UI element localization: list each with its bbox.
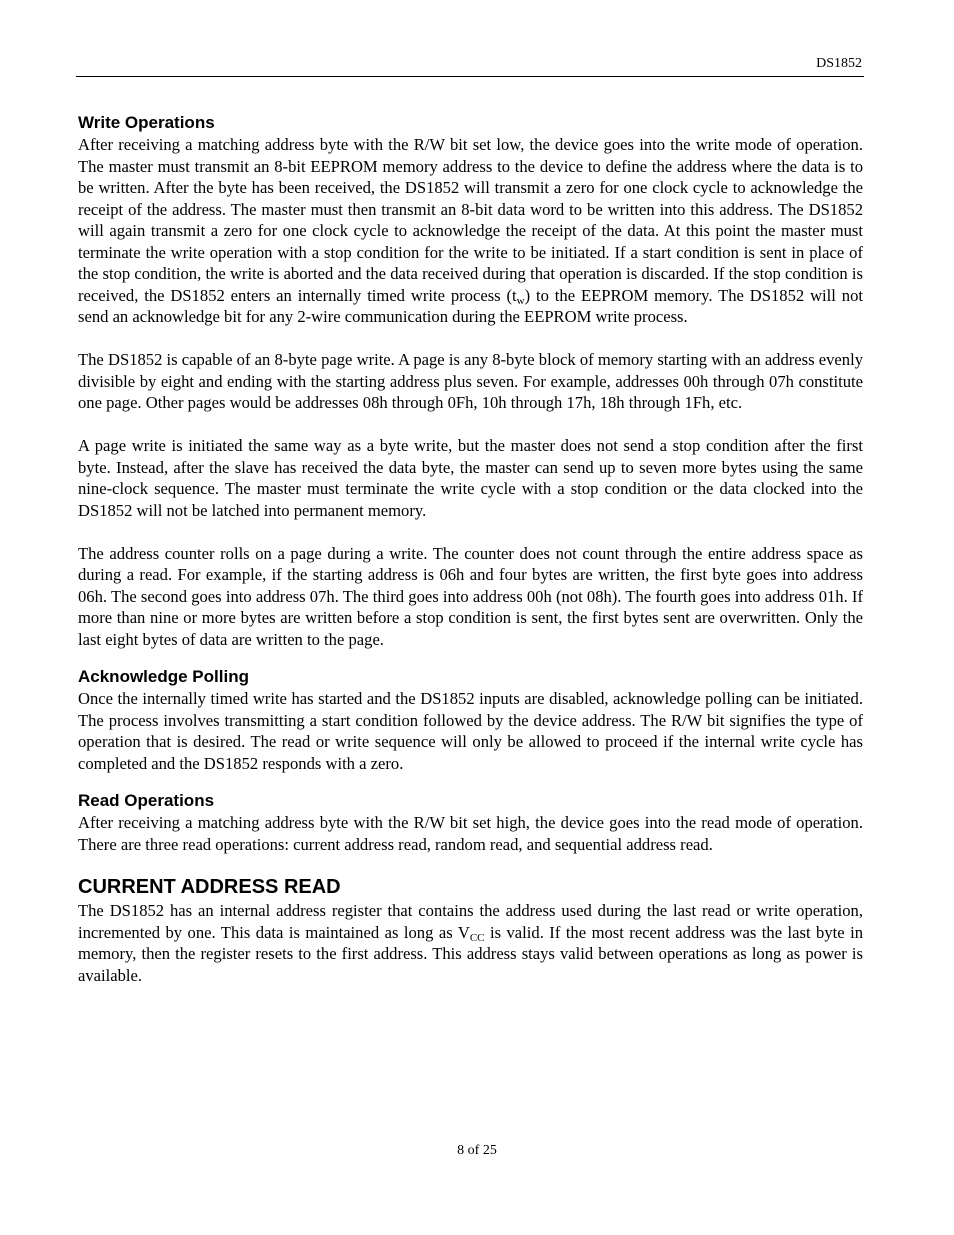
write-operations-p1-text-b: ) to the EEPROM memory. The DS1852 will not send an acknowledge bit for any 2-wire communication during the EEPROM write process. [78, 285, 863, 326]
write-operations-heading: Write Operations [78, 113, 215, 132]
read-operations-paragraph: After receiving a matching address byte with the R/W bit set high, the device goes into the read mode of operation. There are three read operations: current address read, random read, and sequential address read. [78, 813, 863, 854]
page-number-footer: 8 of 25 [457, 1143, 497, 1158]
tw-subscript: w [516, 294, 525, 307]
current-address-read-text-a: The DS1852 has an internal address register that contains the address used during the last read or write operation, incremented by one. This data is maintained as long as V [78, 901, 863, 942]
write-operations-p1-text-a: After receiving a matching address byte with the R/W bit set low, the device goes into the write mode of operation. The master must transmit an 8-bit EEPROM memory address to the device to define the address where the data is to be written. After the byte has been received, the DS1852 will transmit a zero for one clock cycle to acknowledge the receipt of the address. The master must then transmit an 8-bit data word to be written into this address. The DS1852 will again transmit a zero for one clock cycle to acknowledge the receipt of the data. At this point the master must terminate the write operation with a stop condition for the write to be initiated. If a start condition is sent in place of the stop condition, the write is aborted and the data received during that operation is discarded. If the stop condition is received, the DS1852 enters an internally timed write process (t [78, 135, 863, 305]
header-rule [76, 76, 864, 77]
write-operations-paragraph-3: A page write is initiated the same way as a byte write, but the master does not send a stop condition after the first byte. Instead, after the slave has received the data byte, the master can send up to seven more bytes using the same nine-clock sequence. The master must terminate the write cycle with a stop condition or the data clocked into the DS1852 will not be latched into permanent memory. [78, 436, 863, 520]
page-header-part-number: DS1852 [816, 56, 862, 71]
current-address-read-text-b: is valid. If the most recent address was the last byte in memory, then the register resets to the first address. This address stays valid between operations as long as power is available. [78, 922, 863, 985]
current-address-read-paragraph [78, 900, 863, 986]
acknowledge-polling-paragraph: Once the internally timed write has started and the DS1852 inputs are disabled, acknowledge polling can be initiated. The process involves transmitting a start condition followed by the device address. The R/W bit signifies the type of operation that is desired. The read or write sequence will only be allowed to proceed if the internal write cycle has completed and the DS1852 responds with a zero. [78, 689, 863, 773]
read-operations-heading: Read Operations [78, 791, 215, 810]
acknowledge-polling-heading: Acknowledge Polling [78, 667, 249, 686]
write-operations-paragraph-1 [78, 134, 863, 328]
write-operations-paragraph-4: The address counter rolls on a page during a write. The counter does not count through the entire address space as during a read. For example, if the starting address is 06h and four bytes are written, the first byte goes into address 06h. The second goes into address 07h. The third goes into address 00h (not 08h). The fourth goes into address 01h. If more than nine or more bytes are written before a stop condition is sent, the first bytes sent are overwritten. Only the last eight bytes of data are written to the page. [78, 543, 863, 649]
current-address-read-heading: CURRENT ADDRESS READ [78, 876, 341, 898]
vcc-subscript: CC [469, 931, 485, 944]
document-body [78, 112, 863, 986]
write-operations-paragraph-2: The DS1852 is capable of an 8-byte page write. A page is any 8-byte block of memory starting with an address evenly divisible by eight and ending with the starting address plus seven. For example, addresses 00h through 07h constitute one page. Other pages would be addresses 08h through 0Fh, 10h through 17h, 18h through 1Fh, etc. [78, 350, 863, 412]
